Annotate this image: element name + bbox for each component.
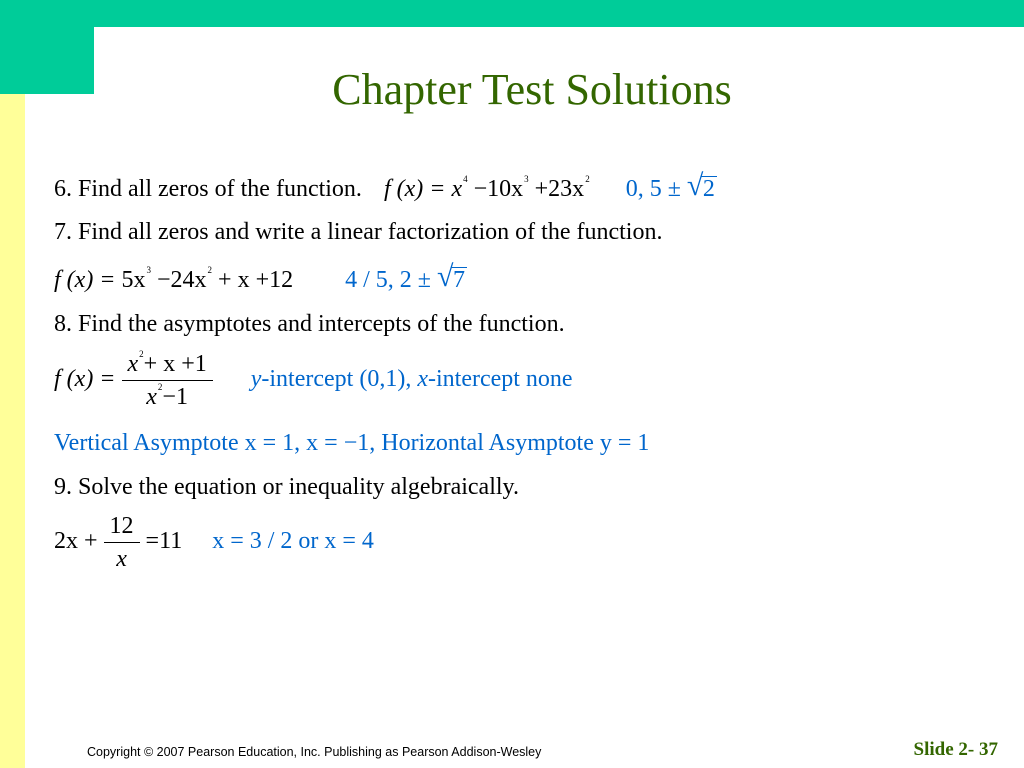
problem-9-equation: 2x + $\frac{12}{x}$ =11: [54, 513, 183, 572]
problem-6-number: 6.: [54, 176, 72, 202]
problem-8-answer-asymptotes: Vertical Asymptote x = 1, x = −1, Horizontal Asymptote y = 1: [54, 430, 650, 456]
problem-7-prompt: Find all zeros and write a linear factorization of the function.: [78, 219, 663, 245]
problem-8-math-line: [54, 349, 573, 410]
problem-9-prompt-line: [54, 475, 519, 499]
slide-number: Slide 2- 37: [913, 739, 998, 760]
problem-7-number: 7.: [54, 219, 72, 245]
problem-7-answer: 4 / 5, 2 ± √ 7: [345, 260, 465, 293]
problem-6-function: f $(x) = x^4 -10x^3 +23x^2$: [383, 174, 590, 202]
problem-6-answer: 0, 5 ± √ 2: [625, 169, 715, 202]
problem-7-math-line: [54, 260, 467, 293]
slide-title: Chapter Test Solutions: [332, 65, 732, 114]
problem-9-prompt: Solve the equation or inequality algebraically.: [78, 474, 519, 500]
problem-9-math-line: [54, 514, 374, 571]
problem-8-fraction: $\frac{x^2+ x +1}{x^2-1}$: [122, 352, 213, 409]
problem-9-number: 9.: [54, 474, 72, 500]
problem-7-function: f $(x) = 5x^3 -24x^2 + x +12$: [54, 265, 294, 293]
problem-8-function: f (x) = $\frac{x^2+ x +1}{x^2-1}$: [54, 366, 219, 392]
left-accent-bar: [0, 94, 25, 768]
problem-6-prompt: Find all zeros of the function.: [78, 176, 362, 202]
problem-8-answer-intercepts: y-intercept (0,1), x-intercept none: [250, 366, 573, 393]
problem-8-prompt-line: [54, 312, 565, 336]
copyright-footer: Copyright © 2007 Pearson Education, Inc. Publishing as Pearson Addison-Wesley: [87, 745, 542, 759]
problem-7-prompt-line: [54, 220, 662, 244]
problem-9-answer: x = 3 / 2 or x = 4: [212, 528, 374, 555]
problem-6: [54, 169, 717, 202]
top-accent-bar: [0, 0, 1024, 27]
problem-8-number: 8.: [54, 311, 72, 337]
problem-8-prompt: Find the asymptotes and intercepts of the function.: [78, 311, 565, 337]
problem-9-fraction: $\frac{12}{x}$: [104, 514, 140, 571]
